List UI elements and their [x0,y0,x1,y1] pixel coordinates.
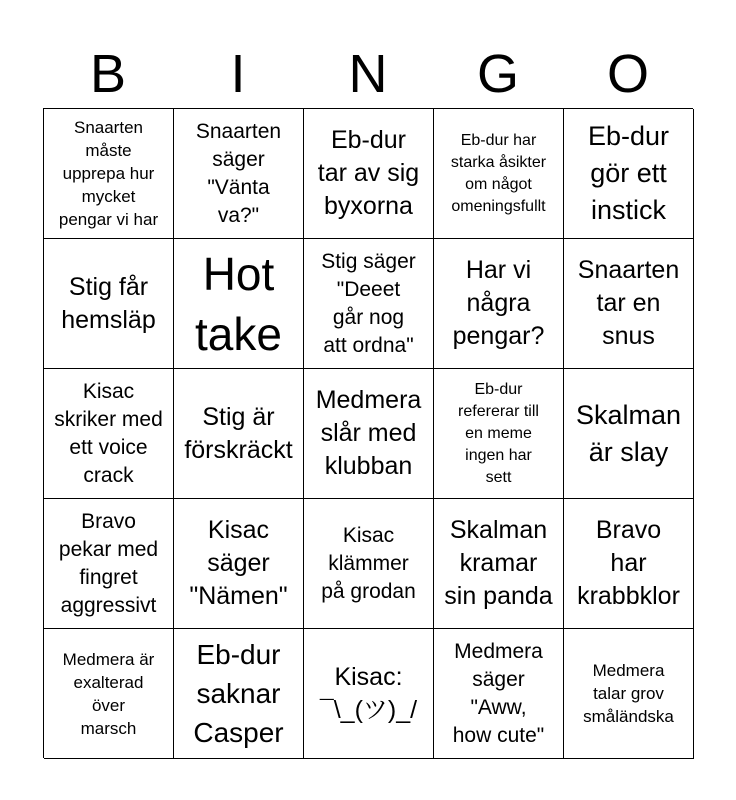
bingo-cell[interactable] [564,499,694,629]
cell-text: Snaarten säger "Vänta va?" [195,119,282,227]
bingo-cell[interactable] [434,629,564,759]
cell-text: Medmera slår med klubban [315,386,422,480]
bingo-cell[interactable] [174,629,304,759]
cell-text: Skalman är slay [575,399,682,467]
bingo-cell[interactable] [174,499,304,629]
cell-text: Eb-dur tar av sig byxorna [317,126,420,220]
header-letter-g: G [476,44,519,104]
header-letter-o: O [606,44,649,104]
bingo-cell[interactable] [434,369,564,499]
bingo-cell[interactable] [564,629,694,759]
bingo-cell[interactable] [174,109,304,239]
cell-text: Hot take [195,247,282,360]
bingo-cell[interactable] [304,629,434,759]
cell-text: Snaarten måste upprepa hur mycket pengar vi har [58,118,159,229]
cell-text: Bravo pekar med fingret aggressivt [58,509,159,617]
cell-text: Kisac klämmer på grodan [321,523,416,603]
bingo-cell[interactable] [44,239,174,369]
bingo-cell[interactable] [44,109,174,239]
header-letter-i: I [230,44,246,104]
cell-text: Stig säger "Deeet går nog att ordna" [321,249,416,357]
cell-text: Medmera talar grov småländska [583,661,674,726]
bingo-cell[interactable] [434,239,564,369]
cell-text: Snaarten tar en snus [577,256,680,350]
cell-text: Medmera är exalterad över marsch [62,649,155,738]
bingo-grid [43,108,693,758]
cell-text: Skalman kramar sin panda [444,516,553,610]
bingo-cell[interactable] [564,109,694,239]
bingo-cell[interactable] [564,369,694,499]
bingo-cell[interactable] [174,239,304,369]
bingo-cell[interactable] [304,239,434,369]
bingo-cell[interactable] [44,629,174,759]
bingo-cell[interactable] [44,499,174,629]
cell-text: Har vi några pengar? [452,256,545,350]
bingo-cell[interactable] [174,369,304,499]
bingo-cell[interactable] [44,369,174,499]
header-letter-n: N [348,44,388,104]
bingo-cell[interactable] [304,369,434,499]
cell-text: Kisac skriker med ett voice crack [54,379,163,487]
cell-text: Eb-dur refererar till en meme ingen har sett [458,380,539,486]
bingo-cell[interactable] [304,109,434,239]
cell-text: Bravo har krabbklor [577,516,680,610]
cell-text: Stig får hemsläp [61,272,156,334]
cell-text: Medmera säger "Aww, how cute" [452,639,545,747]
cell-text: Stig är förskräckt [184,402,293,464]
header-letter-b: B [89,44,127,104]
bingo-cell[interactable] [564,239,694,369]
cell-text: Eb-dur saknar Casper [193,639,284,748]
cell-text: Eb-dur har starka åsikter om något omeningsfullt [450,131,547,215]
cell-text: Kisac: ¯\_(ツ)_/ [319,662,418,724]
bingo-cell[interactable] [434,109,564,239]
cell-text: Kisac säger "Nämen" [189,516,288,610]
bingo-cell[interactable] [304,499,434,629]
bingo-header [43,40,693,108]
bingo-cell[interactable] [434,499,564,629]
cell-text: Eb-dur gör ett instick [587,121,670,225]
